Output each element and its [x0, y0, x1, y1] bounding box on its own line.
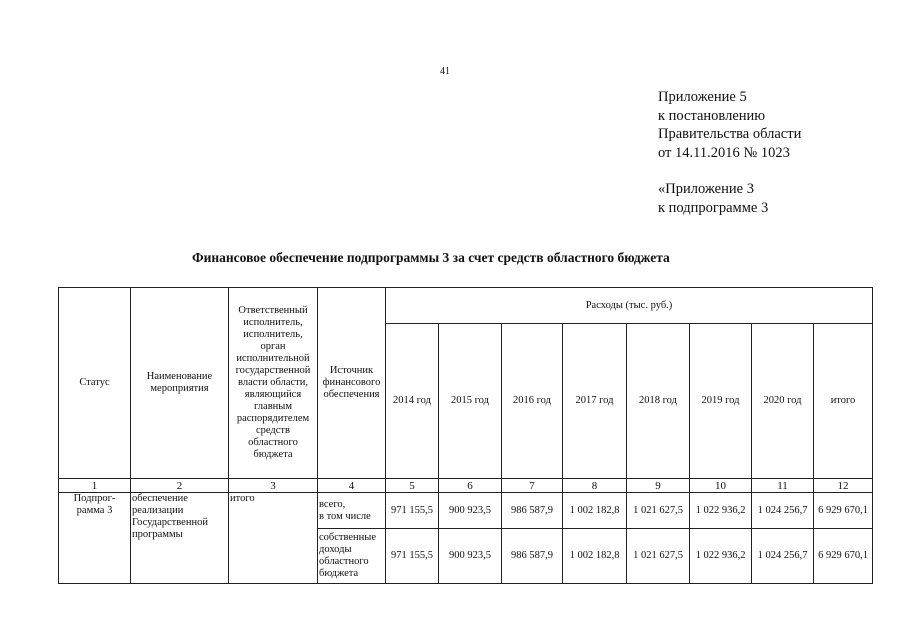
table-row — [59, 493, 873, 529]
header-source: Источник финансового обеспечения — [318, 288, 386, 479]
value-cell: 900 923,5 — [439, 493, 502, 529]
value-cell: 971 155,5 — [386, 529, 439, 584]
appendix-subline: к подпрограмме 3 — [658, 199, 769, 216]
value-cell: 986 587,9 — [502, 493, 563, 529]
value-cell: 900 923,5 — [439, 529, 502, 584]
header-executor: Ответственный исполнитель, исполнитель, орган исполнительной государственной власти области, являющийся главным распорядителем средств областного бюджета — [229, 288, 318, 479]
index-cell: 12 — [814, 479, 873, 493]
value-cell: 1 002 182,8 — [563, 493, 627, 529]
index-cell: 4 — [318, 479, 386, 493]
header-status: Статус — [59, 288, 131, 479]
source-cell: собственные доходы областного бюджета — [318, 529, 386, 584]
source-line: всего, — [319, 498, 346, 510]
appendix-line: к постановлению — [658, 107, 766, 124]
value-cell: 1 024 256,7 — [752, 529, 814, 584]
appendix-line: Правительства области — [658, 126, 802, 142]
status-cell: Подпрог-рамма 3 — [59, 493, 131, 584]
header-year: 2016 год — [502, 324, 563, 479]
source-line: в том числе — [319, 510, 371, 522]
header-year: 2020 год — [752, 324, 814, 479]
index-row — [59, 479, 873, 493]
value-cell: 971 155,5 — [386, 493, 439, 529]
index-cell: 7 — [502, 479, 563, 493]
index-cell: 1 — [59, 479, 131, 493]
header-year: 2017 год — [563, 324, 627, 479]
value-cell: 1 021 627,5 — [627, 493, 690, 529]
index-cell: 5 — [386, 479, 439, 493]
header-year: 2015 год — [439, 324, 502, 479]
appendix-line: Приложение 5 — [658, 89, 747, 105]
finance-table — [58, 287, 873, 584]
appendix-subline: «Приложение 3 — [658, 181, 754, 197]
total-cell: 6 929 670,1 — [814, 493, 873, 529]
index-cell: 8 — [563, 479, 627, 493]
index-cell: 3 — [229, 479, 318, 493]
header-year: 2014 год — [386, 324, 439, 479]
page-number: 41 — [440, 66, 450, 77]
header-expenses: Расходы (тыс. руб.) — [386, 288, 873, 324]
value-cell: 1 022 936,2 — [690, 493, 752, 529]
appendix-block — [658, 88, 801, 217]
index-cell: 10 — [690, 479, 752, 493]
value-cell: 1 002 182,8 — [563, 529, 627, 584]
source-cell — [318, 493, 386, 529]
index-cell: 6 — [439, 479, 502, 493]
header-year: 2018 год — [627, 324, 690, 479]
index-cell: 11 — [752, 479, 814, 493]
name-cell: обеспечение реализации Государственной программы — [131, 493, 229, 584]
appendix-line: от 14.11.2016 № 1023 — [658, 144, 790, 161]
header-year: 2019 год — [690, 324, 752, 479]
header-total: итого — [814, 324, 873, 479]
value-cell: 1 024 256,7 — [752, 493, 814, 529]
header-name: Наименование мероприятия — [131, 288, 229, 479]
index-cell: 9 — [627, 479, 690, 493]
value-cell: 1 022 936,2 — [690, 529, 752, 584]
index-cell: 2 — [131, 479, 229, 493]
value-cell: 986 587,9 — [502, 529, 563, 584]
document-title: Финансовое обеспечение подпрограммы 3 за счет средств областного бюджета — [192, 250, 670, 265]
total-cell: 6 929 670,1 — [814, 529, 873, 584]
value-cell: 1 021 627,5 — [627, 529, 690, 584]
executor-cell: итого — [229, 493, 318, 584]
